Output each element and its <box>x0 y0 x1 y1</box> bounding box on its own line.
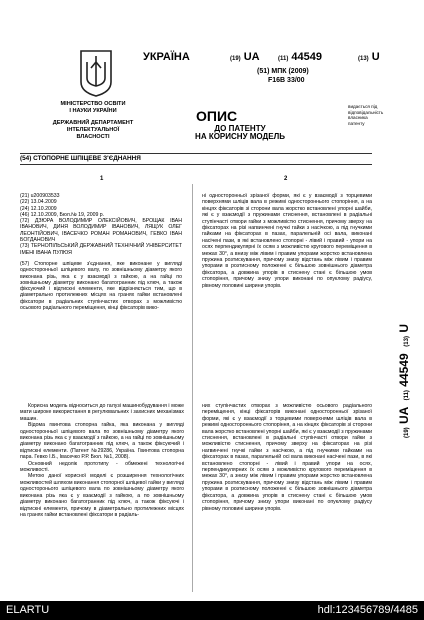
ministry-line: ВЛАСНОСТІ <box>76 134 110 140</box>
patent-page: УКРАЇНА МІНІСТЕРСТВО ОСВІТИ І НАУКИ УКРАЇНИ ДЕРЖАВНИЙ ДЕПАРТАМЕНТ ІНТЕЛЕКТУАЛЬНОЇ ВЛАСНОСТІ (19) UA (11) 44549 (13) U (51) МПК (2009) F16B 33/00 видається під відповідальність власника патенту ОПИС ДО ПАТЕНТУ НА КОРИСНУ МОДЕЛЬ (54) СТОПОРНЕ ШПІЦЕВЕ З'ЄДНАННЯ 1 2 (21) u200903533 (22) 13.04.2009 (24) 12.10.2009 (46) 12.10.2009, Бюл.№ 19, 2009 р. (72) ДЗЮРА ВОЛОДИМИР ОЛЕКСІЙОВИЧ, БРОЩАК ІВАН ІВАНОВИЧ, ДИНЯ ВОЛОДИМИР ІВАНОВИЧ, ЛЯЩУК ОЛЕГ ЛЕОНТІЙОВИЧ, ІВАСЕЧКО РОМАН РОМАНОВИЧ, ГЕВКО ІВАН БОГДАНОВИЧ (73) ТЕРНОПІЛЬСЬКИЙ ДЕРЖАВНИЙ ТЕХНІЧНИЙ УНІВЕРСИТЕТ ІМЕНІ ІВАНА ПУЛЮЯ (57) Стопорне шпіцеве з'єднання, яке виконане у вигляді односторонньої шліцевого валу, по зовнішньому діаметру якого виконана різь, яка є у взаємодії з гайкою, а на гайці по зовнішньому діаметру виконано багатогранник під ключ, а також фіксуючий і відтискні елементи, яке відрізняється тим, що в діаметрально протилежних місцях на гранях гайки встановлені фіксатори в радіальних ступінчастих отворах з можливістю осьового радіального переміщення, кінці фіксаторів вико- ні односторонньої зрізаної форми, які є у взаємодії з торцевими поверхнями шліців вала в режимі одностороннього стопоріння, а на кінцях фіксаторів зі сторони вала жорстко встановлені упорні шайби, які є у взаємодії з пружинами стиснення, встановлені в радіальні ступінчасті отвори гайки з можливістю стиснення, причому зверху на фіксаторах на різі нагвинчені гнучкі гайки з насічкою, а під гнучкими гайками на фіксаторах в пазах, паралельній осі вала, виконані насічені пази, в які встановлено стопорні - лівий і правий - упори на осях перпендикулярні їх осям з можливістю кругового переміщення в межах 30°, а внизу між лівим і правим упорами жорстко встановлена пружина розтискування, причому знизу відстань між лівим і правим упорами в розтисному положенні є більшою зовнішнього діаметра фіксатора, а довжина упорів в стиснену стані є більшою умов стопоріння, причому знизу упори виконані по опуклому радіусу, рівному половині ширини упорів. Корисна модель відноситься до галузі машинобудування і може мати широке використання в регулювальних і захисних механізмах машин. Відома гвинтова стопорна гайка, яка виконана у вигляді односторонньої шпіцевого вала по зовнішньому діаметру якого виконана різь яка є у взаємодії з гайкою, а на гайці по зовнішньому діаметру виконано багатогранник під ключ, а також фіксуючий і відтискні елементи. (Патент №29286, Україна. Гвинтова стопорна пара. Гевко І.Б., Івасечко Р.Р. Бюл. №1, 2008). Основний недолік прототипу - обмежені технологічні можливості. Метою даної корисної моделі є розширення технологічних можливостей шляхом виконання стопорної шліцевої гайки у вигляді односторонього шліцевого вала по зовнішньому діаметру якого виконана різь яка є у взаємодії з гайкою, а по зовнішньому діаметру виконано багатогранник під ключ, а також фіксуючі і відтискні елементи, причому в діаметрально протилежних місцях на гранях гайки встановлені фіксатори в радіаль- них ступінчастих отворах з можливістю осьового радіального переміщення, кінці фіксаторів виконані односторонньої зрізаної форми, які є у взаємодії з торцевими поверхнями шліців вала в режимі одностороннього стопоріння, а на кінцях фіксаторів зі сторони вала жорстко встановлені упорні шайби, які є у взаємодії з пружинами стиснення, встановлені в радіальні ступінчасті отвори гайки з можливістю стиснення, причому зверху на фіксаторах на різі нагвинчені гнучкі гайки з насічкою, а під гнучкими гайками на фіксаторах в пазах, паралельній осі вала виконані насічені пази, в які встановлено стопорні - лівий і правий упори на осях, перпендикулярних їх осям з можливістю кругового переміщення в межах 30°, а знизу між лівим і правим упорами жорстко встановлена пружина розтискування, причому знизу відстань між лівим і правим упорами в розтисному положенні є більшою зовнішнього діаметра фіксатора, а довжина упорів в стиснену стані є більшою умов стопоріння, причому знизу упори виконані по опуклому радіусу рівному половині ширини упорів. (19) UA (11) 44549 (13) U <box>0 0 424 601</box>
description-paragraph: них ступінчастих отворах з можливістю осьового радіального переміщення, кінці фіксаторів виконані односторонньої зрізаної форми, які є у взаємодії з торцевими поверхнями шліців вала в режимі одностороннього стопоріння, а на кінцях фіксаторів зі сторони вала жорстко встановлені упорні шайби, які є у взаємодії з пружинами стиснення, встановлені в радіальні ступінчасті отвори гайки з можливістю стиснення, причому зверху на фіксаторах на різі нагвинчені гнучкі гайки з насічкою, а під гнучкими гайками на фіксаторах в пазах, паралельній осі вала виконані насічені пази, в які встановлено стопорні - лівий і правий упори на осях, перпендикулярних їх осям з можливістю кругового переміщення в межах 30°, а знизу між лівим і правим упорами жорстко встановлена пружина розтискування, причому знизу відстань між лівим і правим упорами в розтисному положенні є більшою зовнішнього діаметра фіксатора, а довжина упорів в стиснену стані є більшою умов стопоріння, причому знизу упори виконані по опуклому радіусу рівному половині ширини упорів. <box>202 403 372 512</box>
coat-of-arms-icon <box>78 48 114 98</box>
description-paragraph: Метою даної корисної моделі є розширення технологічних можливостей шляхом виконання стопорної шліцевої гайки у вигляді односторонього шліцевого вала по зовнішньому діаметру якого виконана різь яка є у взаємодії з гайкою, а по зовнішньому діаметру виконано багатогранник під ключ, а також фіксуючі і відтискні елементи, причому в діаметрально протилежних місцях на гранях гайки встановлені фіксатори в радіаль- <box>20 473 184 518</box>
column-number: 2 <box>284 176 288 182</box>
ministry-line: МІНІСТЕРСТВО ОСВІТИ <box>60 101 126 107</box>
issuance-note-line: власника <box>348 115 368 121</box>
country-code: (19) UA <box>230 51 260 63</box>
document-subtitle: ДО ПАТЕНТУ <box>214 124 266 133</box>
divider <box>20 153 372 154</box>
document-subtitle: НА КОРИСНУ МОДЕЛЬ <box>195 132 285 141</box>
biblio-owner: (73) ТЕРНОПІЛЬСЬКИЙ ДЕРЖАВНИЙ ТЕХНІЧНИЙ УНІВЕРСИТЕТ ІМЕНІ ІВАНА ПУЛЮЯ <box>20 243 182 256</box>
claim-continuation <box>202 193 372 289</box>
country-name: УКРАЇНА <box>143 51 190 63</box>
bibliographic-data <box>20 193 182 311</box>
divider <box>20 164 372 165</box>
claim-text: (57) Стопорне шпіцеве з'єднання, яке виконане у вигляді односторонньої шліцевого валу, по зовнішньому діаметру якого виконана різь, яка є у взаємодії з гайкою, а на гайці по зовнішньому діаметру виконано багатогранник під ключ, а також фіксуючий і відтискні елементи, яке відрізняється тим, що в діаметрально протилежних місцях на гранях гайки встановлені фіксатори в радіальних ступінчастих отворах з можливістю осьового радіального переміщення, кінці фіксаторів вико- <box>20 260 182 312</box>
issuance-note <box>348 104 408 126</box>
biblio-application: (21) u200903533 <box>20 193 60 199</box>
description-paragraph: Відома гвинтова стопорна гайка, яка виконана у вигляді односторонньої шпіцевого вала по зовнішньому діаметру якого виконана різь яка є у взаємодії з гайкою, а на гайці по зовнішньому діаметру виконано багатогранник під ключ, а також фіксуючий і відтискні елементи. (Патент №29286, Україна. Гвинтова стопорна пара. Гевко І.Б., Івасечко Р.Р. Бюл. №1, 2008). <box>20 422 184 461</box>
biblio-publication: (46) 12.10.2009, Бюл.№ 19, 2009 р. <box>20 211 105 218</box>
ministry-line: ДЕРЖАВНИЙ ДЕПАРТАМЕНТ <box>52 120 134 126</box>
footer-repository: ELARTU <box>6 604 50 616</box>
invention-title: (54) СТОПОРНЕ ШПІЦЕВЕ З'ЄДНАННЯ <box>20 155 141 162</box>
issuance-note-line: видається під <box>348 104 378 109</box>
description-right <box>202 403 372 512</box>
document-title: ОПИС <box>196 108 238 124</box>
claim-continuation-text: ні односторонньої зрізаної форми, які є у взаємодії з торцевими поверхнями шліців вала в режимі одностороннього стопоріння, а на кінцях фіксаторів зі сторони вала жорстко встановлені упорні шайби, які є у взаємодії з пружинами стиснення, встановлені в радіальні ступінчасті отвори гайки з можливістю стиснення, причому зверху на фіксаторах на різі нагвинчені гнучкі гайки з насічкою, а під гнучкими гайками на фіксаторах в пазах, паралельній осі вала, виконані насічені пази, в які встановлено стопорні - лівий і правий - упори на осях перпендикулярні їх осям з можливістю кругового переміщення в межах 30°, а внизу між лівим і правим упорами жорстко встановлена пружина розтискування, причому знизу відстань між лівим і правим упорами в розтисному положенні є більшою зовнішнього діаметра фіксатора, а довжина упорів в стиснену стані є більшою умов стопоріння, причому знизу упори виконані по опуклому радіусу, рівному половині ширини упорів. <box>202 193 372 289</box>
biblio-effective-date: (24) 12.10.2009 <box>20 205 57 212</box>
footer-handle: hdl:123456789/4485 <box>317 604 418 616</box>
description-left <box>20 403 184 518</box>
ipc-label: (51) МПК (2009) <box>257 68 309 75</box>
ministry-line: І НАУКИ УКРАЇНИ <box>69 108 117 114</box>
biblio-inventors: (72) ДЗЮРА ВОЛОДИМИР ОЛЕКСІЙОВИЧ, БРОЩАК ІВАН ІВАНОВИЧ, ДИНЯ ВОЛОДИМИР ІВАНОВИЧ, ЛЯЩУК ОЛЕГ ЛЕОНТІЙОВИЧ, ІВАСЕЧКО РОМАН РОМАНОВИЧ, ГЕВКО ІВАН БОГДАНОВИЧ <box>20 218 182 244</box>
description-paragraph: Основний недолік прототипу - обмежені технологічні можливості. <box>20 460 184 474</box>
biblio-filing-date: (22) 13.04.2009 <box>20 199 57 206</box>
ministry-block <box>28 101 158 141</box>
kind-code: (13) U <box>358 51 380 63</box>
issuance-note-line: відповідальність <box>348 109 384 115</box>
ipc-class: F16B 33/00 <box>268 77 305 84</box>
ministry-line: ІНТЕЛЕКТУАЛЬНОЇ <box>66 127 120 133</box>
issuance-note-line: патенту <box>348 120 365 126</box>
column-divider <box>192 184 193 592</box>
footer-bar <box>0 601 424 620</box>
patent-number: (11) 44549 <box>278 51 322 63</box>
description-paragraph: Корисна модель відноситься до галузі машинобудування і може мати широке використання в регулювальних і захисних механізмах машин. <box>20 403 184 422</box>
column-number: 1 <box>100 176 104 182</box>
